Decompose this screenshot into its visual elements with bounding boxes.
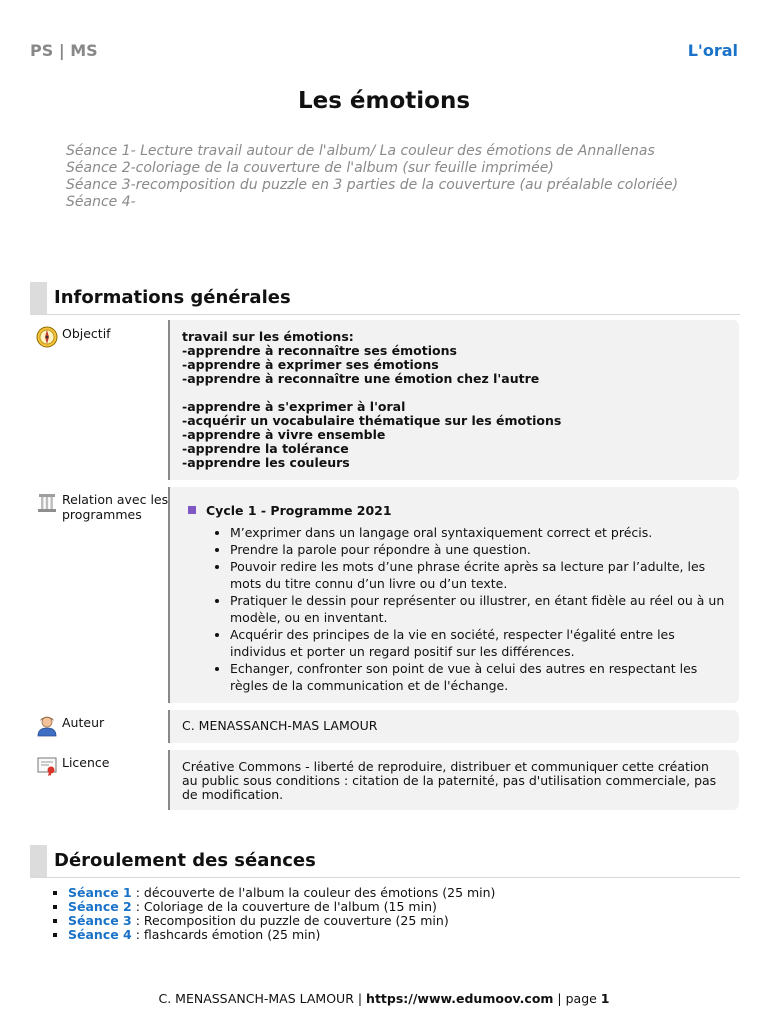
cycle-title — [188, 503, 727, 518]
list-item — [68, 886, 495, 900]
auteur-value: C. MENASSANCH-MAS LAMOUR — [182, 718, 378, 733]
session-desc: : Recomposition du puzzle de couverture (25 min) — [131, 913, 449, 928]
sessions-list — [54, 886, 495, 942]
list-item — [68, 900, 495, 914]
intro-line: Séance 3-recomposition du puzzle en 3 parties de la couverture (au préalable coloriée) — [66, 177, 679, 193]
intro-line: Séance 2-coloriage de la couverture de l'album (sur feuille imprimée) — [66, 160, 554, 176]
page-footer — [0, 991, 768, 1006]
list-item — [68, 914, 495, 928]
list-item: • M’exprimer dans un langage oral syntaxiquement correct et précis. — [230, 524, 727, 541]
footer-page-number: 1 — [600, 991, 610, 1006]
footer-page-prefix: | page — [553, 991, 601, 1006]
column-icon — [36, 492, 58, 514]
list-item: • Echanger, confronter son point de vue à celui des autres en respectant les règles de la communication et de l'échange. — [230, 660, 727, 694]
objectif-box — [168, 320, 739, 480]
list-item: • Prendre la parole pour répondre à une question. — [230, 541, 727, 558]
certificate-icon — [36, 755, 58, 777]
section-deroulement — [30, 845, 740, 878]
section-bar — [30, 845, 47, 877]
objectif-line: -apprendre la tolérance — [182, 441, 349, 456]
session-desc: : flashcards émotion (25 min) — [131, 927, 321, 942]
session-link-3[interactable]: Séance 3 — [68, 913, 132, 928]
domain-label: L'oral — [687, 41, 738, 60]
page-title: Les émotions — [297, 88, 471, 114]
objectif-line — [182, 386, 727, 400]
list-item — [68, 928, 495, 942]
licence-value: Créative Commons - liberté de reproduire, distribuer et communiquer cette création au public sous conditions : citation de la paternité, pas d'utilisation commerciale, pas de modification. — [182, 759, 717, 802]
section-title: Informations générales — [54, 287, 291, 308]
cycle-title-text: Cycle 1 - Programme 2021 — [206, 503, 392, 518]
compass-icon — [36, 326, 58, 348]
programmes-label: Relation avec les programmes — [62, 492, 169, 522]
session-link-2[interactable]: Séance 2 — [68, 899, 132, 914]
objectif-line: -apprendre à s'exprimer à l'oral — [182, 399, 406, 414]
objectif-line: travail sur les émotions: — [182, 329, 354, 344]
objectif-line: -apprendre à reconnaître une émotion chez l'autre — [182, 371, 540, 386]
intro-text — [66, 143, 716, 211]
bullet-square — [188, 506, 196, 514]
section-title: Déroulement des séances — [54, 850, 316, 871]
auteur-label: Auteur — [62, 715, 105, 730]
objectif-label: Objectif — [62, 326, 111, 341]
list-item: • Pouvoir redire les mots d’une phrase écrite après sa lecture par l’adulte, les mots du titre connu d’un livre ou d’un texte. — [230, 558, 727, 592]
licence-box — [168, 750, 739, 810]
licence-label: Licence — [62, 755, 110, 770]
session-link-1[interactable]: Séance 1 — [68, 885, 132, 900]
list-item: • Pratiquer le dessin pour représenter ou illustrer, en étant fidèle au réel ou à un modèle, ou en inventant. — [230, 592, 727, 626]
level-label: PS | MS — [30, 41, 98, 60]
objectif-line: -apprendre à vivre ensemble — [182, 427, 386, 442]
section-general — [30, 282, 740, 315]
intro-line: Séance 1- Lecture travail autour de l'album/ La couleur des émotions de Annallenas — [66, 143, 655, 159]
section-bar — [30, 282, 47, 314]
objectif-line: -apprendre les couleurs — [182, 455, 350, 470]
user-icon — [36, 715, 58, 737]
footer-url: https://www.edumoov.com — [366, 991, 554, 1006]
session-link-4[interactable]: Séance 4 — [68, 927, 132, 942]
programmes-box — [168, 487, 739, 703]
session-desc: : découverte de l'album la couleur des émotions (25 min) — [131, 885, 496, 900]
programmes-list — [188, 524, 727, 694]
objectif-line: -apprendre à reconnaître ses émotions — [182, 343, 457, 358]
list-item: • Acquérir des principes de la vie en société, respecter l'égalité entre les individus et porter un regard positif sur les différences. — [230, 626, 727, 660]
auteur-box — [168, 710, 739, 743]
objectif-line: -acquérir un vocabulaire thématique sur les émotions — [182, 413, 562, 428]
objectif-line: -apprendre à exprimer ses émotions — [182, 357, 439, 372]
footer-author: C. MENASSANCH-MAS LAMOUR | — [158, 991, 367, 1006]
intro-line: Séance 4- — [66, 194, 136, 210]
objectif-content — [182, 330, 727, 470]
session-desc: : Coloriage de la couverture de l'album (15 min) — [131, 899, 437, 914]
